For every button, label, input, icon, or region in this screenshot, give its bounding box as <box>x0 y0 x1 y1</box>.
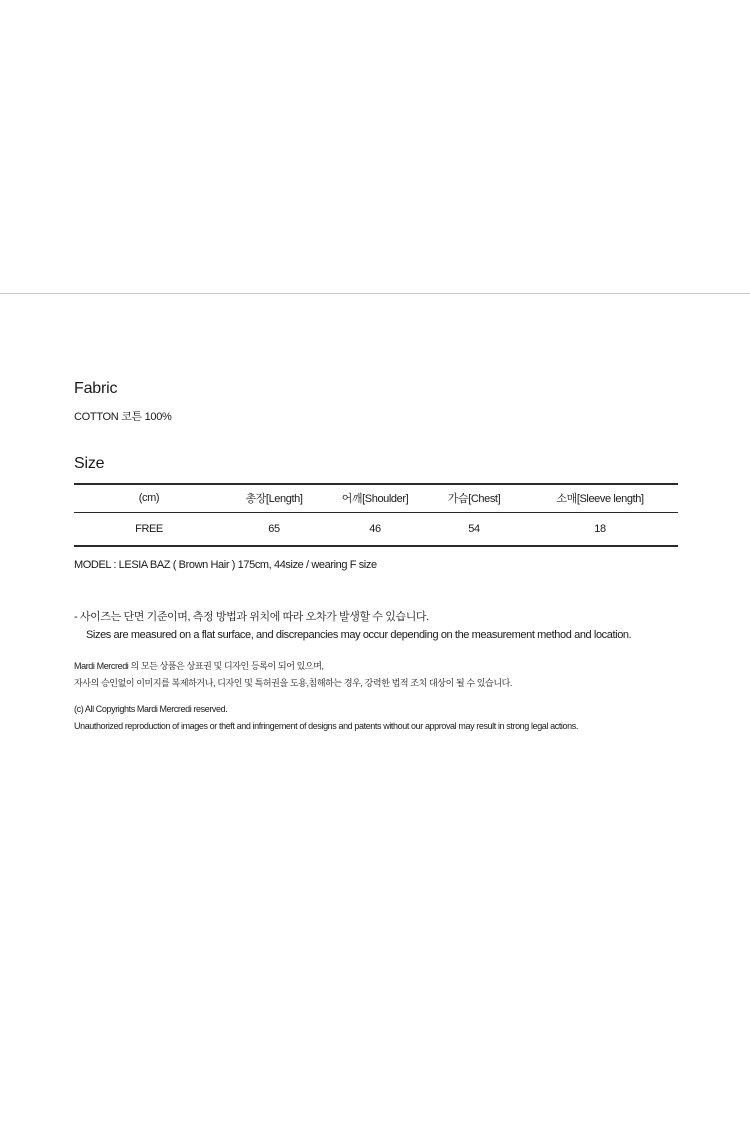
cell-size-name: FREE <box>135 522 163 535</box>
header-chest: 가슴[Chest] <box>447 493 501 506</box>
cell-shoulder: 46 <box>369 522 381 535</box>
cell-chest: 54 <box>468 522 480 535</box>
size-title: Size <box>74 455 105 472</box>
model-info: MODEL : LESIA BAZ ( Brown Hair ) 175cm, 44size / wearing F size <box>74 559 377 571</box>
fabric-title: Fabric <box>74 380 118 397</box>
size-note-en: Sizes are measured on a flat surface, and discrepancies may occur depending on the measurement method and location. <box>86 629 632 641</box>
copyright-en-line2: Unauthorized reproduction of images or theft and infringement of designs and patents without our approval may result in strong legal actions. <box>74 721 578 731</box>
table-row <box>74 512 678 546</box>
cell-sleeve-length: 18 <box>594 522 606 535</box>
size-table <box>74 483 678 547</box>
product-info <box>74 380 684 735</box>
header-length: 총장[Length] <box>245 493 303 506</box>
top-divider <box>0 293 750 294</box>
size-note <box>74 608 684 644</box>
header-sleeve-length: 소매[Sleeve length] <box>556 493 644 506</box>
fabric-value: COTTON 코튼 100% <box>74 411 172 423</box>
size-table-header-row <box>74 484 678 512</box>
copyright-ko <box>74 658 684 692</box>
header-unit: (cm) <box>138 492 160 505</box>
header-shoulder: 어깨[Shoulder] <box>341 493 409 506</box>
copyright-ko-line2: 자사의 승인없이 이미지를 복제하거나, 디자인 및 특허권을 도용,침해하는 경우, 강력한 법적 조치 대상이 될 수 있습니다. <box>74 678 513 688</box>
copyright-en-line1: (c) All Copyrights Mardi Mercredi reserved. <box>74 704 228 714</box>
size-note-ko: - 사이즈는 단면 기준이며, 측정 방법과 위치에 따라 오차가 발생할 수 있습니다. <box>74 611 429 623</box>
copyright-en <box>74 701 684 735</box>
cell-length: 65 <box>268 522 280 535</box>
copyright-ko-line1: Mardi Mercredi 의 모든 상품은 상표권 및 디자인 등록이 되어 있으며, <box>74 661 324 671</box>
